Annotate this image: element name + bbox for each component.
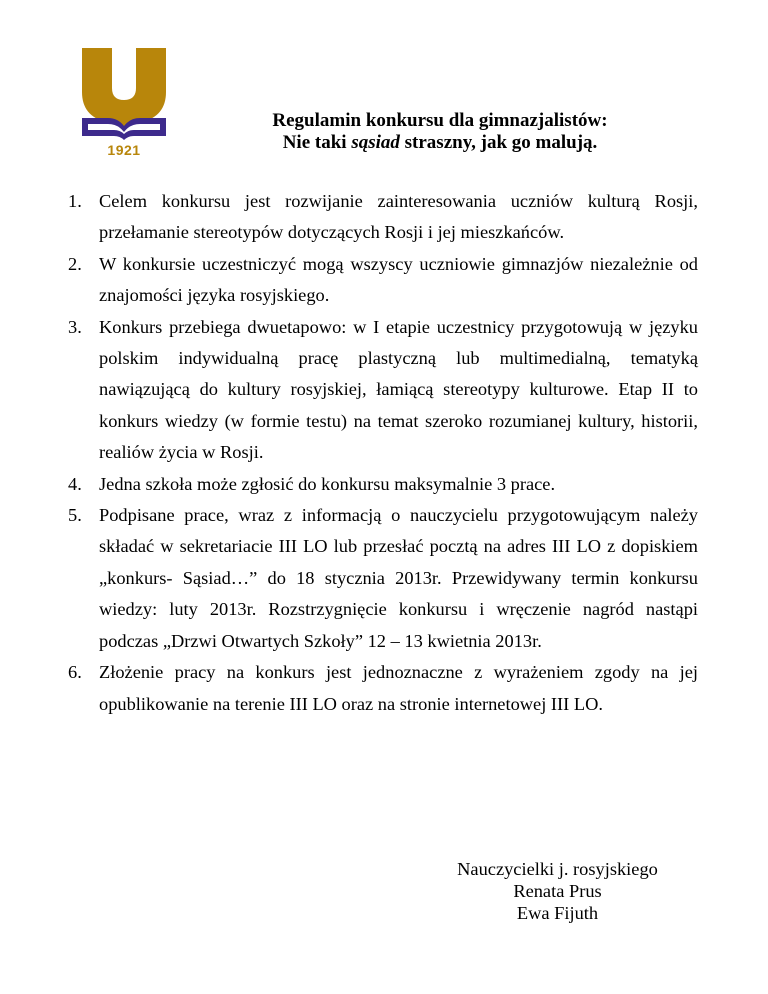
rule-item (68, 657, 698, 720)
rule-number: 5. (68, 505, 82, 526)
title-line-1: Regulamin konkursu dla gimnazjalistów: (272, 110, 608, 131)
signature-name-2: Ewa Fijuth (516, 903, 599, 923)
title-line-2-start: Nie taki (282, 132, 352, 153)
rule-item (68, 312, 698, 469)
logo-letter-u (82, 48, 166, 130)
rule-item (68, 249, 698, 312)
school-logo (78, 44, 174, 174)
rule-text: Złożenie pracy na konkurs jest jednoznaczne z wyrażeniem zgody na jej opublikowanie na terenie III LO oraz na stronie internetowej III LO. (99, 662, 698, 714)
rule-text: Jedna szkoła może zgłosić do konkursu maksymalnie 3 prace. (99, 473, 556, 494)
rule-item (68, 500, 698, 657)
rule-item (68, 186, 698, 249)
rules-list (68, 186, 698, 720)
rule-number: 6. (68, 662, 82, 683)
title-line-2-emphasis: sąsiad (351, 132, 400, 153)
logo-year: 1921 (107, 142, 141, 158)
signature-name-1: Renata Prus (513, 881, 602, 901)
rule-number: 4. (68, 473, 82, 494)
title-line-2-end: straszny, jak go malują. (399, 132, 598, 153)
rule-number: 1. (68, 191, 82, 211)
rule-number: 2. (68, 253, 82, 274)
school-logo-icon (78, 44, 170, 140)
document-title (200, 110, 680, 154)
signature-block (400, 858, 715, 924)
rule-text: Konkurs przebiega dwuetapowo: w I etapie uczestnicy przygotowują w języku polskim indywidualną pracę plastyczną lub multimedialną, tematyką nawiązującą do kultury rosyjskiej, łamiącą stereotypy kulturowe. Etap II to konkurs wiedzy (w formie testu) na temat szeroko rozumianej kultury, historii, realiów życia w Rosji. (99, 316, 698, 463)
rule-item (68, 469, 698, 500)
signature-role: Nauczycielki j. rosyjskiego (457, 859, 658, 879)
rule-text: W konkursie uczestniczyć mogą wszyscy uczniowie gimnazjów niezależnie od znajomości języka rosyjskiego. (99, 253, 698, 306)
rule-text: Podpisane prace, wraz z informacją o nauczycielu przygotowującym należy składać w sekretariacie III LO lub przesłać pocztą na adres III LO z dopiskiem „konkurs- Sąsiad…” do 18 stycznia 2013r. Przewidywany termin konkursu wiedzy: luty 2013r. Rozstrzygnięcie konkursu i wręczenie nagród nastąpi podczas „Drzwi Otwartych Szkoły” 12 – 13 kwietnia 2013r. (99, 505, 698, 651)
rule-text: Celem konkursu jest rozwijanie zainteresowania uczniów kulturą Rosji, przełamanie stereotypów dotyczących Rosji i jej mieszkańców. (99, 191, 698, 243)
title-line-2 (200, 132, 680, 154)
rule-number: 3. (68, 316, 82, 337)
